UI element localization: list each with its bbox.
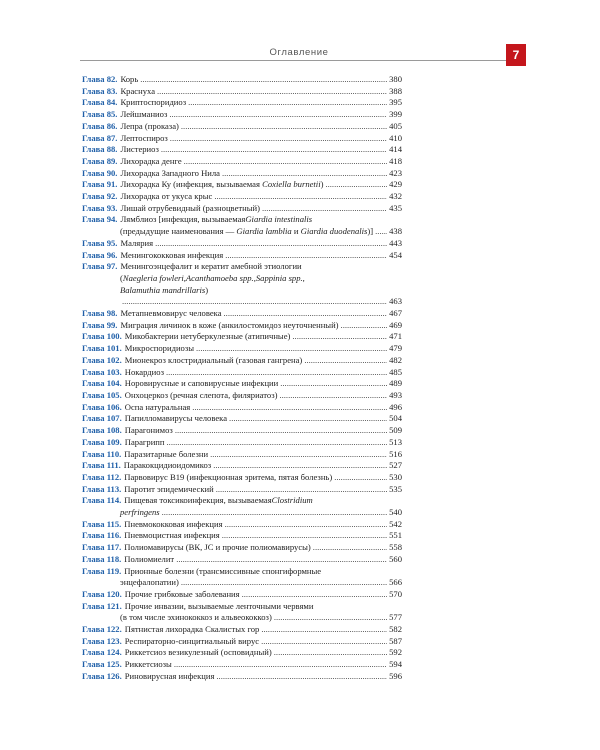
chapter-title-italic: Clostridium (271, 495, 313, 506)
dot-leader (184, 156, 387, 168)
toc-entry[interactable] (82, 144, 402, 156)
chapter-title: Микобактерии нетуберкулезные (атипичные) (124, 331, 291, 342)
table-of-contents (82, 74, 402, 683)
chapter-title-italic: Sappinia spp. (255, 272, 303, 283)
chapter-title: Оспа натуральная (124, 401, 191, 412)
toc-entry-97[interactable] (82, 261, 402, 308)
toc-entry[interactable] (82, 203, 402, 215)
page-ref: 485 (389, 366, 402, 377)
chapter-title: Норовирусные и саповирусные инфекции (124, 378, 279, 389)
toc-entry[interactable] (82, 554, 402, 566)
toc-entry[interactable] (82, 308, 402, 320)
chapter-title: Паротит эпидемический (124, 483, 214, 494)
toc-entry[interactable] (82, 74, 402, 86)
toc-entry[interactable] (82, 519, 402, 531)
chapter-title: Лихорадка Ку (инфекция, вызываемая (120, 179, 263, 190)
page-ref: 423 (389, 167, 402, 178)
chapter-number: Глава 96. (82, 249, 118, 260)
page-ref: 463 (389, 296, 402, 307)
dot-leader (341, 320, 388, 332)
dot-leader (229, 413, 387, 425)
chapter-number: Глава 82. (82, 74, 118, 84)
dot-leader (210, 449, 387, 461)
chapter-title: Парвовирус В19 (инфекционная эритема, пятая болезнь) (124, 471, 333, 482)
dot-leader (225, 250, 387, 262)
page-ref: 577 (389, 612, 402, 623)
page-ref: 443 (389, 237, 402, 248)
page-ref: 429 (389, 179, 402, 190)
chapter-title: Прионные болезни (трансмиссивные спонгиформные (124, 565, 322, 576)
toc-entry[interactable] (82, 133, 402, 145)
dot-leader (222, 530, 387, 542)
page-ref: 438 (389, 226, 402, 237)
toc-entry[interactable] (82, 402, 402, 414)
running-header (80, 44, 518, 61)
toc-entry[interactable] (82, 179, 402, 191)
chapter-title: Криптоспоридиоз (120, 97, 187, 108)
chapter-number: Глава 97. (82, 261, 118, 272)
chapter-title: Микроспоридиозы (124, 343, 195, 354)
dot-leader (225, 519, 388, 531)
dot-leader (261, 636, 387, 648)
chapter-title: Прочие инвазии, вызываемые ленточными червями (124, 600, 314, 611)
chapter-title: Менингоэнцефалит и кератит амебной этиологии (120, 261, 302, 272)
page-ref: 405 (389, 120, 402, 131)
toc-entry[interactable] (82, 121, 402, 133)
chapter-number: Глава 98. (82, 308, 118, 319)
page-ref: 418 (389, 155, 402, 166)
toc-entry-94[interactable] (82, 214, 402, 237)
dot-leader (166, 367, 387, 379)
chapter-title: Метапневмовирус человека (120, 308, 222, 319)
toc-entry[interactable] (82, 343, 402, 355)
dot-leader (279, 390, 387, 402)
dot-leader (213, 460, 387, 472)
chapter-title: (в том числе эхинококкоз и альвеококкоз) (120, 612, 272, 623)
chapter-title: , (183, 272, 186, 283)
page-ref: 551 (389, 530, 402, 541)
chapter-title: Паракокцидиоидомикоз (123, 460, 212, 471)
page-ref: 414 (389, 144, 402, 155)
page-ref: 566 (389, 577, 402, 588)
toc-entry[interactable] (82, 355, 402, 367)
chapter-title: (предыдущие наименования — (120, 226, 237, 237)
page-ref: 592 (389, 647, 402, 658)
page-ref: 530 (389, 471, 402, 482)
page-ref: 535 (389, 483, 402, 494)
dot-leader (176, 554, 387, 566)
dot-leader (162, 507, 387, 519)
toc-entry[interactable] (82, 168, 402, 180)
toc-entry[interactable] (82, 472, 402, 484)
chapter-number: Глава 95. (82, 237, 118, 248)
chapter-title: Лепра (проказа) (120, 120, 179, 131)
chapter-number: Глава 85. (82, 109, 118, 120)
chapter-number: Глава 99. (82, 319, 118, 330)
chapter-title: Лишай отрубевидный (разноцветный) (120, 202, 260, 213)
page-ref: 509 (389, 425, 402, 436)
chapter-title: Парагонимоз (124, 425, 173, 436)
page-ref: 587 (389, 635, 402, 646)
chapter-number: Глава 119. (82, 565, 122, 576)
page-ref: 558 (389, 542, 402, 553)
chapter-number: Глава 113. (82, 483, 122, 494)
dot-leader (122, 296, 387, 308)
chapter-title-italic: Giardia lamblia (236, 226, 292, 237)
chapter-number: Глава 122. (82, 624, 122, 635)
toc-entry[interactable] (82, 636, 402, 648)
page-ref: 489 (389, 378, 402, 389)
toc-entry[interactable] (82, 390, 402, 402)
page-ref: 542 (389, 518, 402, 529)
chapter-title: Миграция личинок в коже (анкилостомидоз неуточненный) (120, 319, 339, 330)
page-ref: 513 (389, 436, 402, 447)
page-ref: 596 (389, 670, 402, 681)
chapter-number: Глава 109. (82, 436, 122, 447)
dot-leader (262, 203, 387, 215)
chapter-number: Глава 101. (82, 343, 122, 354)
page-ref: 594 (389, 659, 402, 670)
dot-leader (188, 97, 387, 109)
page-ref: 482 (389, 354, 402, 365)
chapter-title: Менингококковая инфекция (120, 249, 224, 260)
toc-entry[interactable] (82, 425, 402, 437)
toc-entry-119[interactable] (82, 566, 402, 589)
chapter-title: Риновирусная инфекция (124, 670, 215, 681)
toc-entry[interactable] (82, 671, 402, 683)
page-ref: 504 (389, 413, 402, 424)
dot-leader (216, 671, 387, 683)
chapter-number: Глава 88. (82, 144, 118, 155)
chapter-title: ) (320, 179, 324, 190)
dot-leader (375, 226, 387, 238)
chapter-title: Пятнистая лихорадка Скалистых гор (124, 624, 260, 635)
chapter-number: Глава 103. (82, 366, 122, 377)
dot-leader (224, 308, 388, 320)
page-ref: 469 (389, 319, 402, 330)
dot-leader (174, 659, 387, 671)
chapter-title: Лептоспироз (120, 132, 168, 143)
chapter-number: Глава 115. (82, 518, 122, 529)
chapter-number: Глава 84. (82, 97, 118, 108)
toc-entry[interactable] (82, 238, 402, 250)
dot-leader (274, 612, 387, 624)
chapter-number: Глава 116. (82, 530, 122, 541)
chapter-title: Полиомиелит (124, 553, 175, 564)
chapter-title: ( (120, 272, 123, 283)
toc-entry[interactable] (82, 320, 402, 332)
chapter-number: Глава 104. (82, 378, 122, 389)
chapter-title: Пневмоцистная инфекция (124, 530, 220, 541)
dot-leader (304, 355, 387, 367)
chapter-title: Лихорадка от укуса крыс (120, 191, 213, 202)
chapter-title: Корь (120, 74, 139, 84)
chapter-number: Глава 106. (82, 401, 122, 412)
dot-leader (170, 133, 387, 145)
page-ref: 540 (389, 507, 402, 518)
chapter-title: Парагрипп (124, 436, 165, 447)
chapter-title: , (302, 272, 305, 283)
chapter-number: Глава 110. (82, 448, 122, 459)
chapter-title: Краснуха (120, 85, 156, 96)
dot-leader (214, 191, 387, 203)
chapter-title-italic: Balamuthia mandrillaris (120, 284, 206, 295)
toc-entry[interactable] (82, 109, 402, 121)
chapter-number: Глава 118. (82, 553, 122, 564)
toc-entry[interactable] (82, 647, 402, 659)
chapter-title: Листериоз (120, 144, 159, 155)
page-ref: 410 (389, 132, 402, 143)
dot-leader (261, 624, 387, 636)
page-ref: 471 (389, 331, 402, 342)
chapter-number: Глава 102. (82, 354, 122, 365)
toc-entry[interactable] (82, 86, 402, 98)
chapter-number: Глава 124. (82, 647, 122, 658)
chapter-title: Лейшманиоз (120, 109, 168, 120)
header-title: Оглавление (269, 47, 329, 58)
page-ref: 493 (389, 389, 402, 400)
chapter-title: энцефалопатии) (120, 577, 179, 588)
chapter-number: Глава 87. (82, 132, 118, 143)
chapter-number: Глава 89. (82, 155, 118, 166)
chapter-number: Глава 108. (82, 425, 122, 436)
page-ref: 527 (389, 460, 402, 471)
chapter-number: Глава 86. (82, 120, 118, 131)
chapter-title-italic: Giardia duodenalis (300, 226, 368, 237)
page-ref: 380 (389, 74, 402, 84)
dot-leader (140, 74, 387, 86)
page-ref: 399 (389, 109, 402, 120)
dot-leader (181, 577, 387, 589)
toc-entry[interactable] (82, 250, 402, 262)
chapter-number: Глава 126. (82, 670, 122, 681)
toc-entry-121[interactable] (82, 601, 402, 624)
chapter-title: ) (205, 284, 209, 295)
chapter-title: Пищевая токсикоинфекция, вызываемая (124, 495, 272, 506)
chapter-title: Малярия (120, 237, 154, 248)
chapter-number: Глава 91. (82, 179, 118, 190)
page-ref: 570 (389, 588, 402, 599)
toc-entry[interactable] (82, 191, 402, 203)
dot-leader (292, 331, 387, 343)
page-number-badge: 7 (506, 44, 526, 66)
chapter-title-italic: Coxiella burnetii (262, 179, 321, 190)
chapter-number: Глава 92. (82, 191, 118, 202)
chapter-title: Риккетсиоз везикулезный (осповидный) (124, 647, 272, 658)
dot-leader (192, 402, 387, 414)
dot-leader (175, 425, 387, 437)
chapter-title: Риккетсиозы (124, 659, 172, 670)
chapter-number: Глава 105. (82, 389, 122, 400)
toc-entry[interactable] (82, 97, 402, 109)
dot-leader (181, 121, 387, 133)
page-ref: 516 (389, 448, 402, 459)
page-ref: 560 (389, 553, 402, 564)
chapter-title: , (253, 272, 256, 283)
chapter-number: Глава 120. (82, 588, 122, 599)
dot-leader (280, 378, 387, 390)
chapter-title: и (291, 226, 301, 237)
chapter-number: Глава 117. (82, 542, 122, 553)
toc-entry[interactable] (82, 437, 402, 449)
dot-leader (196, 343, 387, 355)
chapter-number: Глава 90. (82, 167, 118, 178)
page-ref: 454 (389, 249, 402, 260)
chapter-number: Глава 107. (82, 413, 122, 424)
chapter-title: Лихорадка Западного Нила (120, 167, 220, 178)
toc-entry[interactable] (82, 460, 402, 472)
chapter-title: )] (367, 226, 374, 237)
chapter-number: Глава 114. (82, 495, 122, 506)
chapter-title: Мионекроз клостридиальный (газовая гангрена) (124, 354, 303, 365)
dot-leader (161, 144, 387, 156)
toc-entry[interactable] (82, 530, 402, 542)
chapter-title-italic: Acanthamoeba spp. (185, 272, 254, 283)
toc-entry[interactable] (82, 156, 402, 168)
dot-leader (155, 238, 387, 250)
chapter-number: Глава 94. (82, 214, 118, 225)
page-ref: 496 (389, 401, 402, 412)
toc-entry[interactable] (82, 624, 402, 636)
chapter-title-italic: Giardia intestinalis (245, 214, 313, 225)
chapter-title: Онхоцеркоз (речная слепота, филяриатоз) (124, 389, 278, 400)
dot-leader (169, 109, 387, 121)
chapter-title: Полиомавирусы (ВК, JC и прочие полиомавирусы) (124, 542, 311, 553)
dot-leader (157, 86, 387, 98)
chapter-title: Лямблиоз [инфекция, вызываемая (120, 214, 246, 225)
chapter-title: Прочие грибковые заболевания (124, 588, 240, 599)
chapter-title: Пневмококковая инфекция (124, 518, 223, 529)
dot-leader (334, 472, 387, 484)
chapter-title: Паразитарные болезни (124, 448, 209, 459)
toc-entry[interactable] (82, 331, 402, 343)
dot-leader (313, 542, 387, 554)
chapter-number: Глава 123. (82, 635, 122, 646)
chapter-title: Лихорадка денге (120, 155, 182, 166)
chapter-number: Глава 100. (82, 331, 122, 342)
toc-entry[interactable] (82, 659, 402, 671)
dot-leader (274, 647, 387, 659)
chapter-number: Глава 112. (82, 471, 122, 482)
chapter-title: Респираторно-синцитиальный вирус (124, 635, 260, 646)
page-ref: 467 (389, 308, 402, 319)
dot-leader (216, 484, 387, 496)
page-ref: 582 (389, 624, 402, 635)
toc-entry[interactable] (82, 367, 402, 379)
page-ref: 395 (389, 97, 402, 108)
page-ref: 432 (389, 191, 402, 202)
chapter-number: Глава 125. (82, 659, 122, 670)
toc-entry-114[interactable] (82, 495, 402, 518)
toc-entry[interactable] (82, 449, 402, 461)
dot-leader (167, 437, 388, 449)
chapter-number: Глава 83. (82, 85, 118, 96)
toc-entry[interactable] (82, 484, 402, 496)
toc-entry[interactable] (82, 542, 402, 554)
chapter-title-italic: Naegleria fowleri (122, 272, 184, 283)
chapter-title: Папилломавирусы человека (124, 413, 228, 424)
chapter-title: Нокардиоз (124, 366, 164, 377)
dot-leader (242, 589, 387, 601)
chapter-number: Глава 121. (82, 600, 122, 611)
chapter-number: Глава 111. (82, 460, 121, 471)
dot-leader (222, 168, 387, 180)
page-ref: 479 (389, 343, 402, 354)
toc-entry[interactable] (82, 413, 402, 425)
chapter-title-italic: perfringens (120, 507, 160, 518)
chapter-number: Глава 93. (82, 202, 118, 213)
dot-leader (325, 179, 387, 191)
page-ref: 435 (389, 202, 402, 213)
toc-entry[interactable] (82, 378, 402, 390)
page-ref: 388 (389, 85, 402, 96)
toc-entry[interactable] (82, 589, 402, 601)
